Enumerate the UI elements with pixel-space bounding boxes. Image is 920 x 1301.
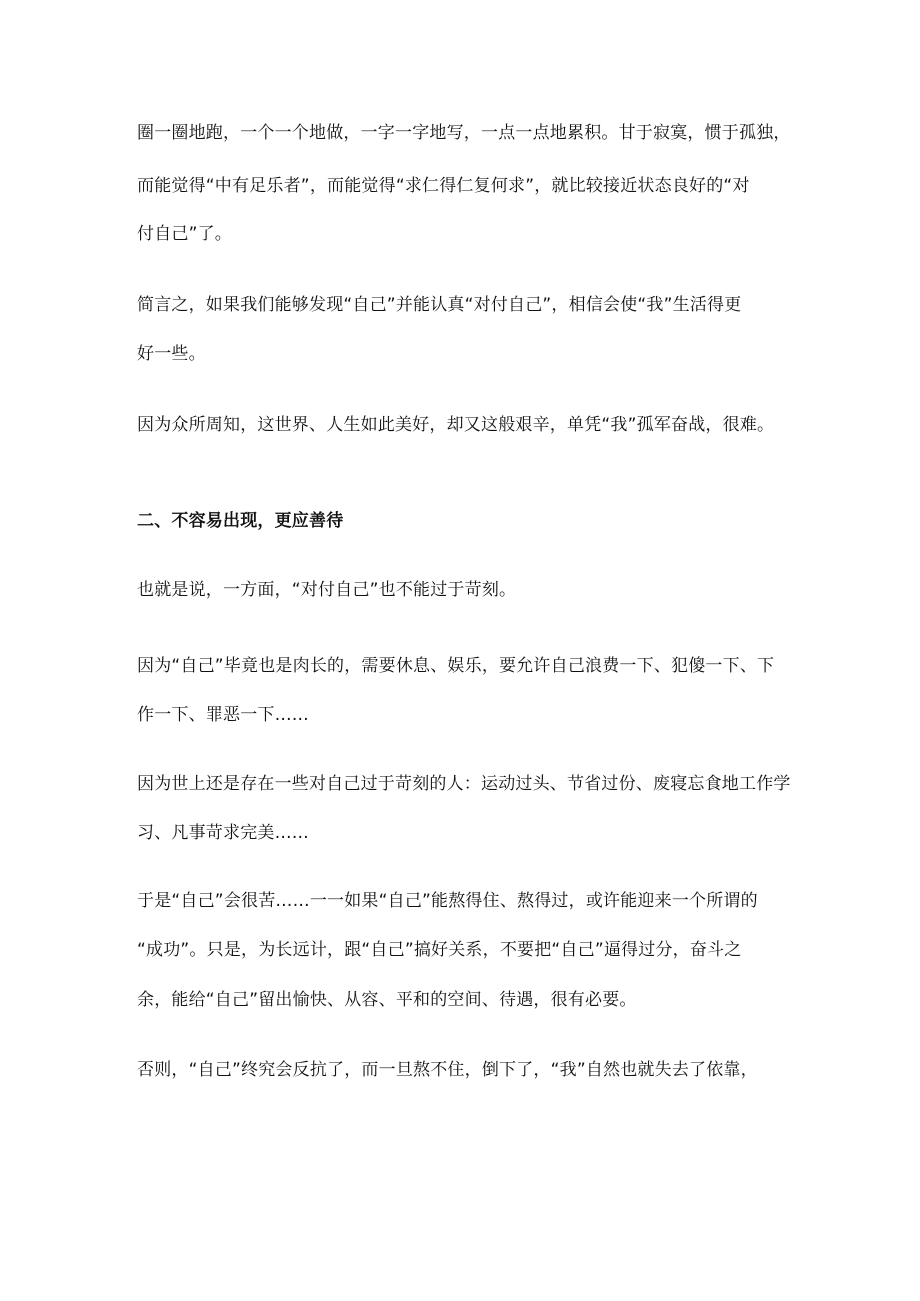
paragraph-line: 余，能给“自己”留出愉快、从容、平和的空间、待遇，很有必要。 [137, 990, 637, 1010]
paragraph-line: 付自己”了。 [137, 224, 233, 244]
paragraph-line: 好一些。 [137, 344, 206, 364]
paragraph-line: 因为众所周知，这世界、人生如此美好，却又这般艰辛，单凭“我”孤军奋战，很难。 [137, 415, 775, 435]
paragraph-line: 简言之，如果我们能够发现“自己”并能认真“对付自己”，相信会使“我”生活得更 [137, 295, 742, 315]
paragraph-line: “成功”。只是，为长远计，跟“自己”搞好关系，不要把“自己”逼得过分，奋斗之 [137, 940, 742, 960]
paragraph-line: 因为世上还是存在一些对自己过于苛刻的人：运动过头、节省过份、废寝忘食地工作学 [137, 774, 791, 794]
paragraph-line: 于是“自己”会很苦……一一如果“自己”能熬得住、熬得过，或许能迎来一个所谓的 [137, 891, 758, 911]
paragraph-line: 而能觉得“中有足乐者”，而能觉得“求仁得仁复何求”，就比较接近状态良好的“对 [137, 176, 750, 196]
section-heading: 二、不容易出现，更应善待 [137, 511, 344, 531]
paragraph-line: 也就是说，一方面，“对付自己”也不能过于苛刻。 [137, 580, 517, 600]
paragraph-line: 圈一圈地跑，一个一个地做，一字一字地写，一点一点地累积。甘于寂寞，惯于孤独， [137, 123, 791, 143]
paragraph-line: 否则，“自己”终究会反抗了，而一旦熬不住，倒下了，“我”自然也就失去了依靠， [137, 1060, 758, 1080]
paragraph-line: 习、凡事苛求完美…… [137, 823, 309, 843]
paragraph-line: 作一下、罪恶一下…… [137, 705, 309, 725]
paragraph-line: 因为“自己”毕竟也是肉长的，需要休息、娱乐，要允许自己浪费一下、犯傻一下、下 [137, 656, 775, 676]
